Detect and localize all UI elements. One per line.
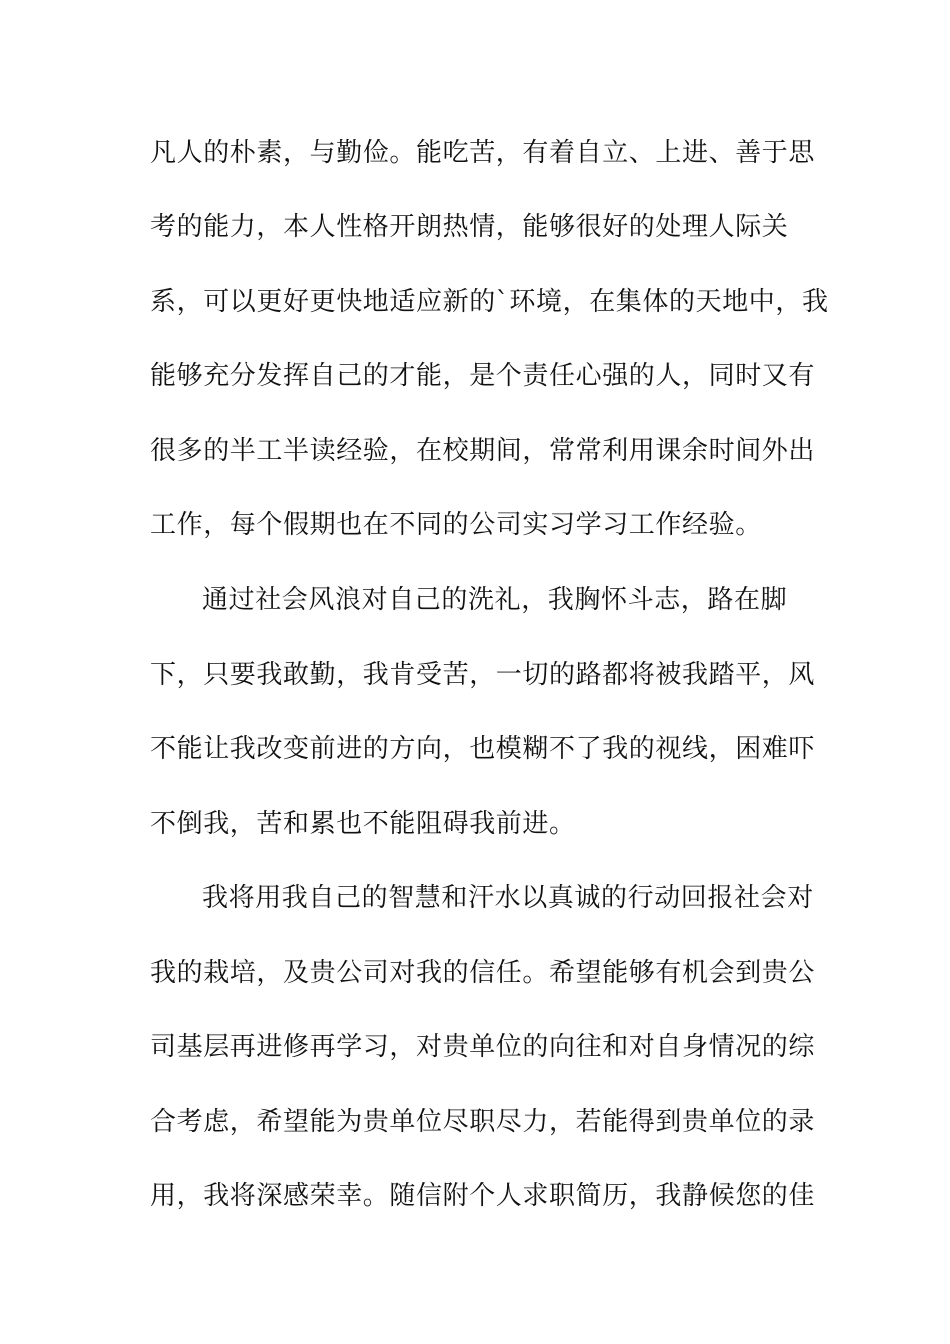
text-line: 能够充分发挥自己的才能，是个责任心强的人，同时又有 <box>150 361 816 391</box>
text-line: 司基层再进修再学习，对贵单位的向往和对自身情况的综 <box>150 1032 816 1062</box>
text-line: 工作，每个假期也在不同的公司实习学习工作经验。 <box>150 510 762 540</box>
text-line: 不能让我改变前进的方向，也模糊不了我的视线，困难吓 <box>150 734 816 764</box>
paragraph-first-line: 通过社会风浪对自己的洗礼，我胸怀斗志，路在脚 <box>202 585 788 615</box>
text-line: 很多的半工半读经验，在校期间，常常利用课余时间外出 <box>150 436 816 466</box>
paragraph-first-line: 我将用我自己的智慧和汗水以真诚的行动回报社会对 <box>202 883 814 913</box>
text-line: 下，只要我敢勤，我肯受苦，一切的路都将被我踏平，风 <box>150 660 816 690</box>
text-line: 我的栽培，及贵公司对我的信任。希望能够有机会到贵公 <box>150 958 816 988</box>
text-line: 系，可以更好更快地适应新的`环境，在集体的天地中，我 <box>150 287 829 317</box>
text-line: 用，我将深感荣幸。随信附个人求职简历，我静候您的佳 <box>150 1181 816 1211</box>
text-line: 凡人的朴素，与勤俭。能吃苦，有着自立、上进、善于思 <box>150 138 816 168</box>
text-line: 考的能力，本人性格开朗热情，能够很好的处理人际关 <box>150 212 789 242</box>
text-line: 不倒我，苦和累也不能阻碍我前进。 <box>150 809 576 839</box>
text-line: 合考虑，希望能为贵单位尽职尽力，若能得到贵单位的录 <box>150 1107 816 1137</box>
